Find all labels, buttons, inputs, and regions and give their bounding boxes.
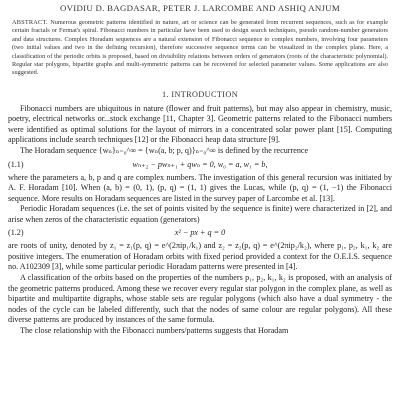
page-fade — [0, 377, 400, 401]
equation-expression: x² − px + q = 0 — [174, 228, 226, 238]
equation-expression: wₙ₊₂ − pwₙ₊₁ + qwₙ = 0, w₀ = a, w₁ = b, — [132, 159, 268, 169]
paragraph-2: The Horadam sequence {wₙ}ₙ₌₀^∞ = {wₙ(a, b; p, q)}ₙ₌₀^∞ is defined by the recurrence — [20, 146, 309, 156]
section-heading: 1. INTRODUCTION — [161, 89, 239, 99]
equation-1-2 — [8, 225, 392, 241]
paragraph-6: A classification of the orbits based on the properties of the numbers p₁, p₂, k₁, k₂ is proposed, with an analysis of the geometric patterns produced. Among these we recover every regular star polygon in the complex plane, as well as bipartite and multipartite digraphs, whose stable sets are regular polygons (which also have a dual symmetry - the nodes of the cycle can be labeled differently, such that the nodes of same colour are regular polygons). All these diverse patterns are produced by instances of the same formula. — [8, 272, 392, 325]
abstract-text: Numerous geometric patterns identified in nature, art or science can be generated from recurrent sequences, such as for example certain fractals or Fermat's spiral. Fibonacci numbers in particular have been used to design search techniques, pseudo random-number generators and data structures. Complex Horadam sequences are a natural extension of Fibonacci sequence to complex numbers, involving four parameters (two initial values and two in the defining recursion), therefore successive sequence terms can be visualized in the complex plane. Here, a classification of the periodic orbits is proposed, based on divisibility relations between orders of generators (roots of the characteristic polynomial). Regular star polygons, bipartite graphs and multi-symmetric patterns can be recovered for selected parameter values. Some applications are also suggested. — [12, 19, 388, 77]
body-text — [8, 104, 392, 336]
paragraph-5: are roots of unity, denoted by z₁ = z₁(p, q) = e^(2πip₁/k₁) and z₂ = z₂(p, q) = e^(2πip₂/k₂), where p₁, p₂, k₁, k₂ are positive integers. The enumeration of Horadam orbits with fixed period provided a context for the O.E.I.S. sequence no. A102309 [3], while some particular periodic Horadam patterns were presented in [4]. — [8, 241, 392, 272]
abstract-label: ABSTRACT. — [12, 19, 48, 26]
paragraph-3: where the parameters a, b, p and q are complex numbers. The investigation of this general recursion was initiated by A. F. Horadam [10]. When (a, b) = (0, 1), (p, q) = (1, 1) gives the Lucas, while (p, q) = (1, −1) the Fibonacci sequence. More results on Horadam sequences are listed in the survey paper of Larcombe et al. [13]. — [8, 172, 392, 203]
paper-page — [0, 1, 400, 401]
author-line: OVIDIU D. BAGDASAR, PETER J. LARCOMBE AND ASHIQ ANJUM — [59, 3, 341, 13]
abstract — [8, 19, 392, 78]
equation-number: (1.1) — [8, 159, 24, 169]
paragraph-4: Periodic Horadam sequences (i.e. the set of points visited by the sequence is finite) were characterized in [2], and arise when zeros of the characteristic equation (generators) — [8, 204, 392, 224]
paragraph-7: The close relationship with the Fibonacci numbers/patterns suggests that Horadam — [20, 325, 289, 335]
paragraph-1: Fibonacci numbers are ubiquitous in nature (flower and fruit patterns), but may also appear in chemistry, music, poetry, electrical networks or...stock exchange [11, Chapter 3]. Geometric patterns related to the Fibonacci numbers were identified as optimal solutions for the layout of mirrors in a concentrated solar power plant [15]. Computing applications include search techniques [12] or the Fibonacci heap data structure [9]. — [8, 103, 392, 145]
equation-number: (1.2) — [8, 228, 24, 238]
equation-1-1 — [8, 157, 392, 173]
